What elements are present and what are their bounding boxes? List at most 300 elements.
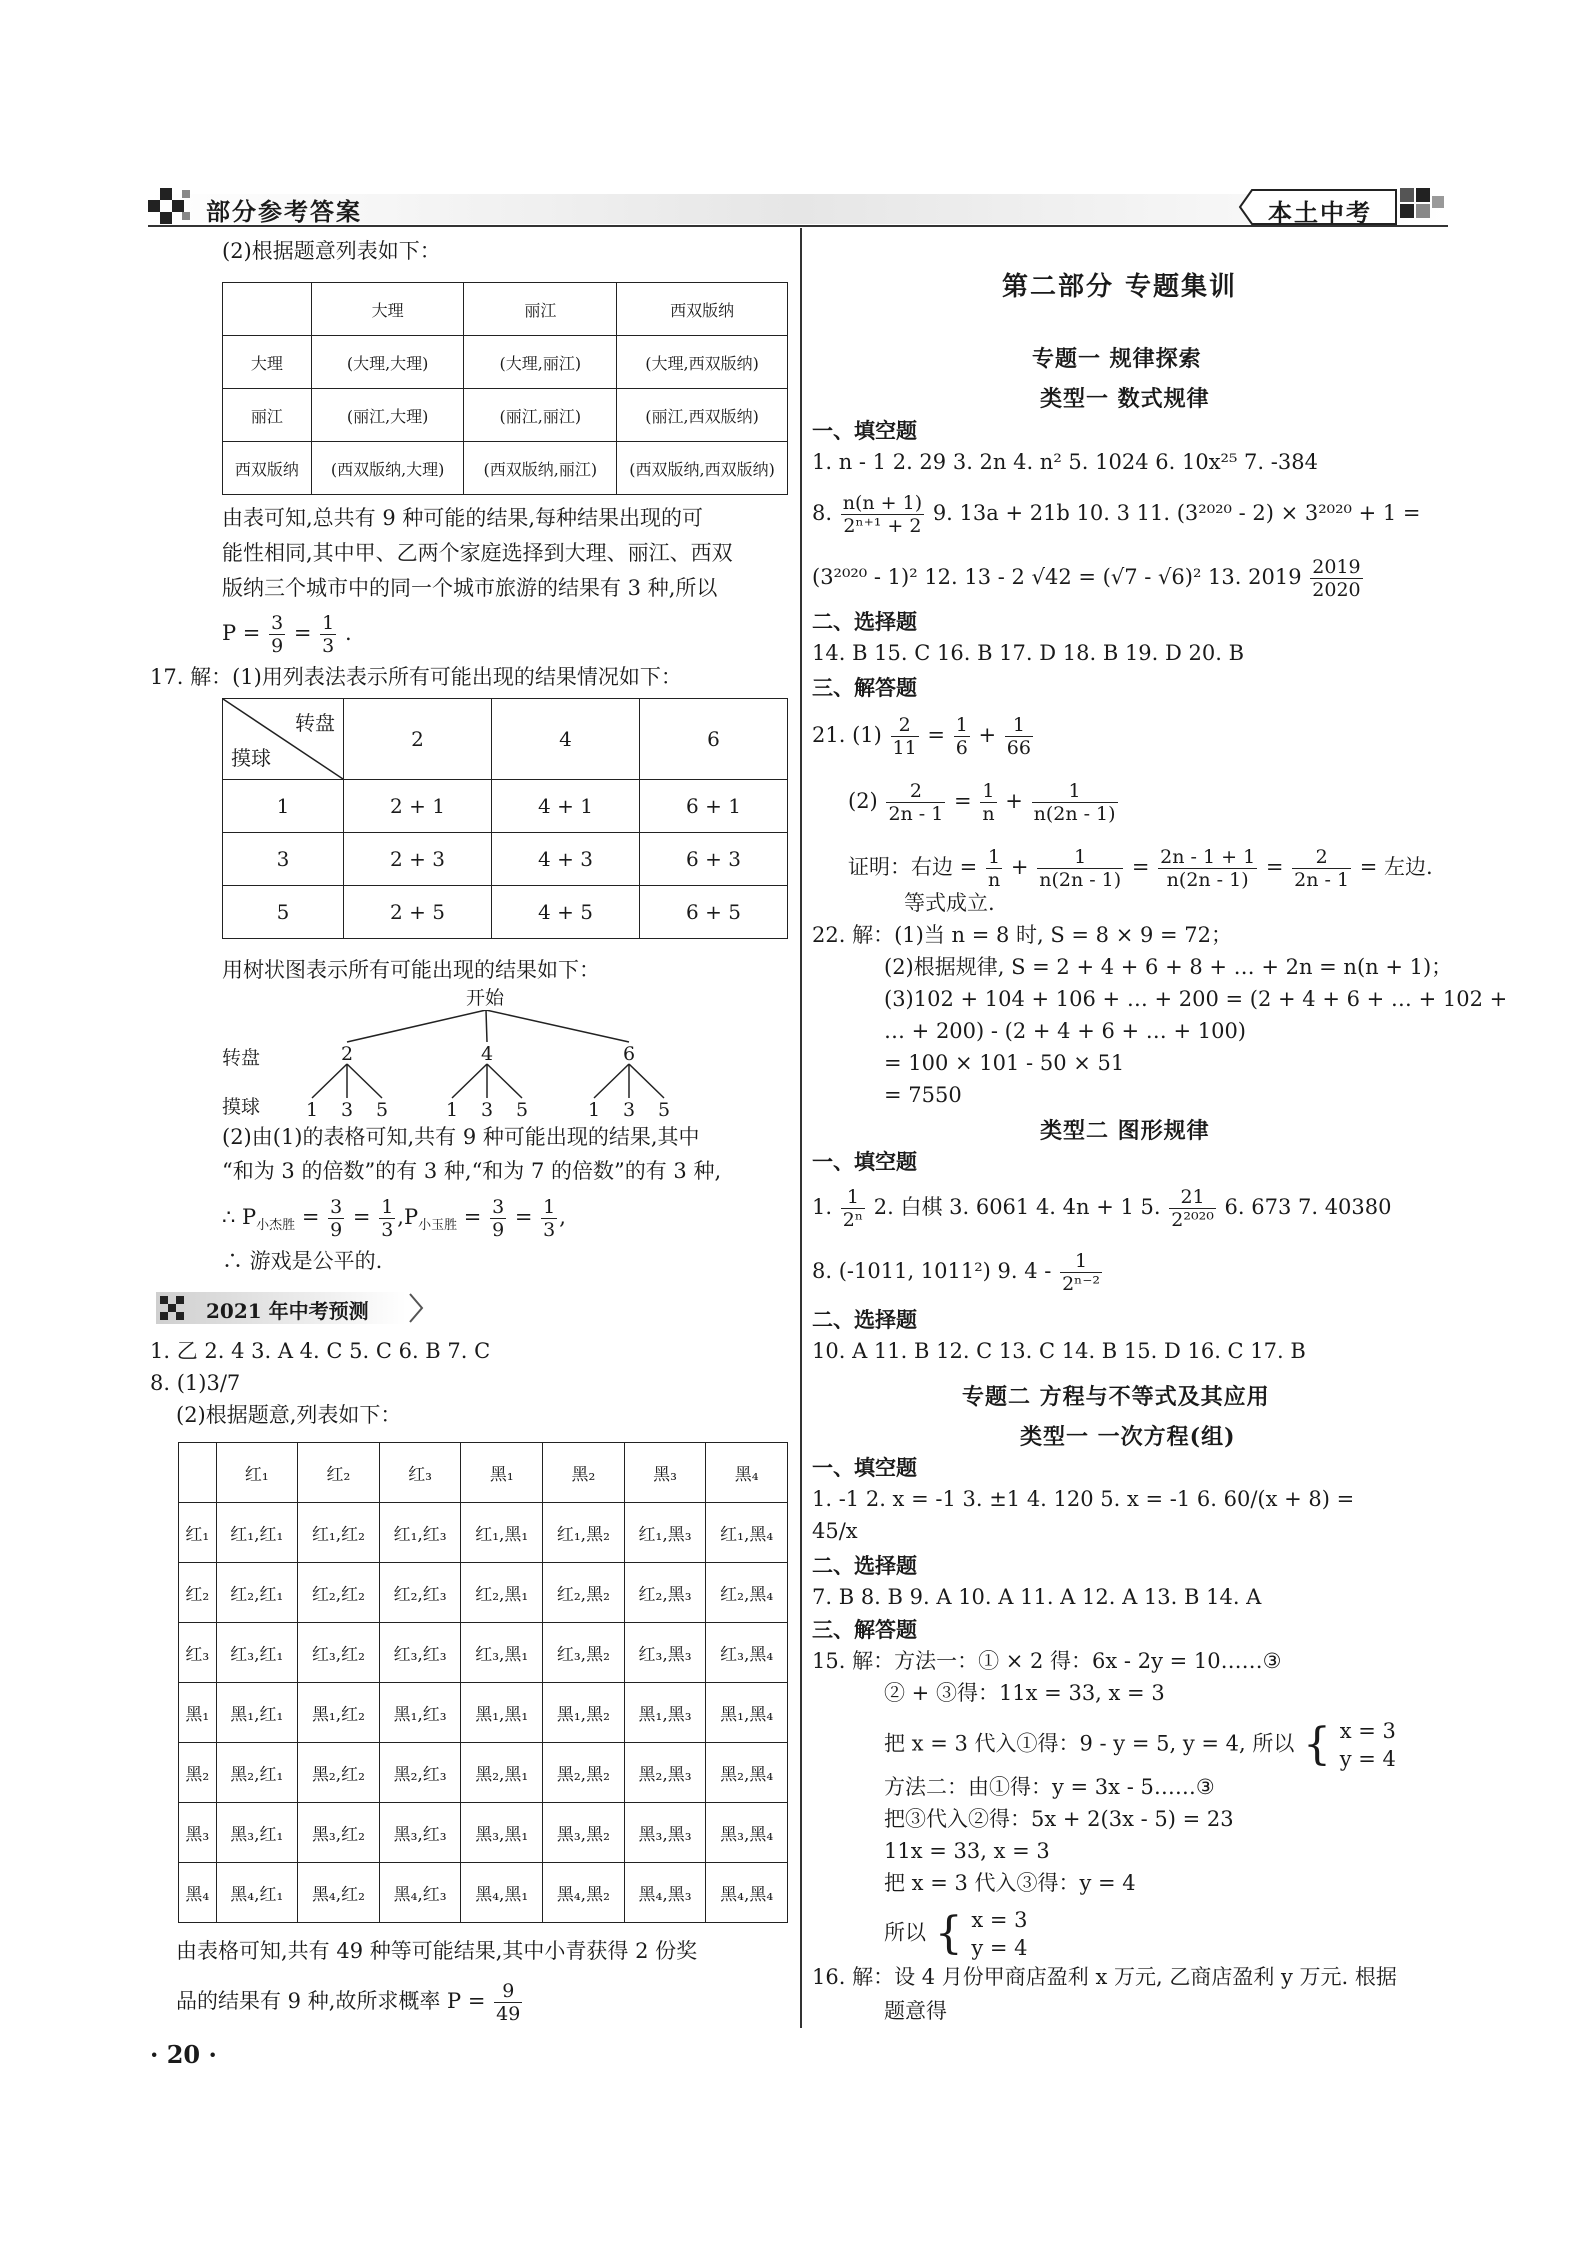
table-cell: 黑₄,黑₁ — [461, 1863, 543, 1923]
numerator: 2n - 1 + 1 — [1160, 846, 1256, 868]
q16-part2-intro: (2)根据题意列表如下： — [222, 239, 441, 263]
fraction — [1032, 780, 1118, 825]
numerator: 3 — [492, 1196, 505, 1218]
formula-text: 8. (-1011, 1011²) 9. 4 - — [812, 1259, 1052, 1283]
a21-end: 等式成立. — [904, 891, 995, 915]
corner-top-label: 转盘 — [295, 711, 335, 735]
formula-text: = — [954, 789, 972, 813]
a22-line1: 22. 解：(1)当 n = 8 时, S = 8 × 9 = 72； — [812, 923, 1233, 947]
table-cell: 6 + 1 — [640, 780, 788, 833]
table-cell: 红₁,黑₁ — [461, 1503, 543, 1563]
table-cell: 西双版纳 — [223, 442, 312, 495]
q16-text-2: 能性相同,其中甲、乙两个家庭选择到大理、丽江、西双 — [222, 541, 733, 565]
table-cell: 红₁ — [216, 1443, 298, 1503]
table-cell: 红₂ — [298, 1443, 380, 1503]
tree-leaf: 1 — [446, 1099, 459, 1121]
table-cell: 黑₄,黑₄ — [706, 1863, 788, 1923]
denominator: n(2n - 1) — [1039, 869, 1122, 891]
table-cell: 1 — [223, 780, 344, 833]
table-cell: 红₁,黑₃ — [624, 1503, 706, 1563]
numerator: 1 — [1037, 846, 1123, 869]
a21-proof — [848, 846, 1433, 891]
fill2-line1 — [812, 1186, 1392, 1231]
table-cell: 2 + 3 — [344, 833, 492, 886]
table-row — [223, 442, 788, 495]
table-cell: 黑₃ — [624, 1443, 706, 1503]
fraction — [1158, 846, 1257, 891]
table-cell: 黑₁,红₃ — [379, 1683, 461, 1743]
numerator: 1 — [381, 1196, 394, 1218]
fraction — [1060, 1250, 1102, 1295]
denominator: 2²⁰²⁰ — [1171, 1209, 1214, 1231]
table-cell: 红₂,红₃ — [379, 1563, 461, 1623]
a15-line4: 方法二：由①得：y = 3x - 5……③ — [884, 1775, 1215, 1799]
table-cell: 红₂,黑₁ — [461, 1563, 543, 1623]
table-cell: 红₁,红₂ — [298, 1503, 380, 1563]
table-cell: 黑₂,红₂ — [298, 1743, 380, 1803]
table-cell: 黑₃,红₁ — [216, 1803, 298, 1863]
forecast-answers-2: 8. (1)3/7 — [150, 1371, 241, 1395]
subscript: 小玉胜 — [418, 1218, 458, 1234]
fraction — [269, 612, 285, 657]
subscript: 小杰胜 — [256, 1218, 296, 1234]
table-cell: 4 + 1 — [492, 780, 640, 833]
denominator: 3 — [543, 1219, 556, 1241]
formula-text: . — [344, 621, 352, 645]
table-cell — [223, 283, 312, 336]
system-line: x = 3 — [1339, 1719, 1396, 1743]
a15-line6: 11x = 33, x = 3 — [884, 1839, 1050, 1863]
table-cell: 2 + 5 — [344, 886, 492, 939]
choice3-line: 7. B 8. B 9. A 10. A 11. A 12. A 13. B 14. A — [812, 1585, 1262, 1609]
denominator: 9 — [330, 1219, 343, 1241]
table-cell: 6 + 3 — [640, 833, 788, 886]
table-row — [179, 1623, 788, 1683]
system-line: x = 3 — [971, 1908, 1028, 1932]
denominator: 11 — [892, 737, 917, 759]
forecast-title: 2021 年中考预测 — [206, 1299, 369, 1323]
numerator: 1 — [1060, 1250, 1102, 1273]
table-cell: (丽江,丽江) — [464, 389, 617, 442]
table-row — [179, 1743, 788, 1803]
numerator: 2 — [1292, 846, 1351, 869]
fraction — [891, 714, 919, 759]
formula-text: = — [1265, 855, 1284, 879]
a22-line4: … + 200) - (2 + 4 + 6 + … + 100) — [884, 1019, 1247, 1043]
equation-system — [1340, 1717, 1396, 1773]
formula-text: 8. — [812, 501, 833, 525]
denominator: n(2n - 1) — [1033, 803, 1116, 825]
type2-title: 类型二 图形规律 — [1040, 1118, 1210, 1144]
fill3-line2: 45/x — [812, 1519, 858, 1543]
table-cell: 黑₂,黑₁ — [461, 1743, 543, 1803]
tree-leaf: 3 — [623, 1099, 636, 1121]
formula-text: 证明：右边 = — [848, 855, 978, 879]
table-cell: 红₂ — [179, 1563, 217, 1623]
fraction — [494, 1980, 522, 2025]
table-cell: 黑₂ — [543, 1443, 625, 1503]
table-row — [223, 283, 788, 336]
table-cell: 黑₄ — [179, 1863, 217, 1923]
answer1-heading: 三、解答题 — [812, 675, 917, 700]
formula-text: , — [559, 1205, 566, 1229]
answer3-heading: 三、解答题 — [812, 1617, 917, 1642]
table-cell: 黑₂,红₁ — [216, 1743, 298, 1803]
table-travel — [222, 282, 788, 495]
table-cell: 红₂,黑₃ — [624, 1563, 706, 1623]
table-cell: 黑₃,红₃ — [379, 1803, 461, 1863]
table-cell: 黑₁,红₂ — [298, 1683, 380, 1743]
q16-formula — [222, 612, 352, 657]
formula-text: = — [1131, 855, 1150, 879]
numerator: 2 — [886, 780, 945, 803]
table-cell: 红₂,黑₄ — [706, 1563, 788, 1623]
brace-icon: { — [1303, 1719, 1332, 1770]
formula-text: + — [1005, 789, 1023, 813]
fill1-line2 — [812, 492, 1421, 537]
table-row — [223, 699, 788, 780]
fraction — [490, 1196, 506, 1241]
table-cell: 黑₁,黑₁ — [461, 1683, 543, 1743]
fraction — [980, 780, 996, 825]
numerator: 1 — [980, 780, 996, 803]
table-cell: 2 — [344, 699, 492, 780]
formula-text: = — [293, 621, 312, 645]
denominator: 6 — [955, 737, 968, 759]
formula-text: = — [927, 723, 945, 747]
formula-text: (3²⁰²⁰ - 1)² 12. 13 - 2 √42 = (√7 - √6)² 13. 2019 — [812, 565, 1302, 589]
fill2-heading: 一、填空题 — [812, 1149, 917, 1174]
table-cell: 黑₁,黑₂ — [543, 1683, 625, 1743]
fill1-line1: 1. n - 1 2. 29 3. 2n 4. n² 5. 1024 6. 10x²⁵ 7. -384 — [812, 450, 1318, 474]
table-corner-cell — [223, 699, 344, 780]
table-cell: 红₁ — [179, 1503, 217, 1563]
fraction — [986, 846, 1002, 891]
table-row — [179, 1503, 788, 1563]
table-row — [223, 780, 788, 833]
formula-text: + — [978, 723, 997, 747]
formula-text: + — [1010, 855, 1029, 879]
table-row — [179, 1443, 788, 1503]
denominator: 2n - 1 — [1294, 869, 1350, 891]
tree-leaf: 3 — [481, 1099, 494, 1121]
formula-text: = 左边. — [1359, 855, 1433, 879]
checker-left-icon — [148, 186, 196, 230]
denominator: 9 — [271, 635, 284, 657]
table-cell: 2 + 1 — [344, 780, 492, 833]
numerator: 1 — [1032, 780, 1118, 803]
numerator: 2 — [891, 714, 919, 737]
tree-node: 4 — [481, 1043, 494, 1065]
system-line: y = 4 — [971, 1936, 1028, 1960]
q17-part2-1: (2)由(1)的表格可知,共有 9 种可能出现的结果,其中 — [222, 1125, 700, 1149]
table-cell: 黑₁,红₁ — [216, 1683, 298, 1743]
table-row — [223, 389, 788, 442]
table-cell: 4 + 5 — [492, 886, 640, 939]
table-cell: 黑₁,黑₃ — [624, 1683, 706, 1743]
formula-text: ∴ P — [222, 1205, 257, 1229]
fraction — [1310, 556, 1362, 601]
fraction — [541, 1196, 557, 1241]
table-cell: 5 — [223, 886, 344, 939]
tree-leaf: 1 — [588, 1099, 601, 1121]
table-cell: 西双版纳 — [617, 283, 788, 336]
table-cell: (大理,西双版纳) — [617, 336, 788, 389]
table-cell: 红₃ — [179, 1623, 217, 1683]
a22-line2: (2)根据规律, S = 2 + 4 + 6 + 8 + … + 2n = n(n + 1)； — [884, 955, 1453, 979]
fraction — [1292, 846, 1351, 891]
denominator: 2ⁿ — [842, 1209, 864, 1231]
numerator: 3 — [330, 1196, 343, 1218]
table-cell: 红₁,红₁ — [216, 1503, 298, 1563]
tree-row1-label: 转盘 — [222, 1047, 261, 1069]
a15-line3 — [884, 1717, 1396, 1773]
denominator: n — [982, 803, 995, 825]
table-cell: (大理,丽江) — [464, 336, 617, 389]
table-cell: 4 + 3 — [492, 833, 640, 886]
formula-text: 2. 白棋 3. 6061 4. 4n + 1 5. — [873, 1195, 1161, 1219]
table-cell: 黑₄,红₃ — [379, 1863, 461, 1923]
table-cell: 红₂,黑₂ — [543, 1563, 625, 1623]
numerator: 1 — [322, 612, 335, 634]
fill1-heading: 一、填空题 — [812, 418, 917, 443]
table-cell: (西双版纳,丽江) — [464, 442, 617, 495]
numerator: 2019 — [1312, 556, 1361, 578]
table-cell: 黑₄,红₂ — [298, 1863, 380, 1923]
fraction — [886, 780, 945, 825]
table-cell: 6 + 5 — [640, 886, 788, 939]
numerator: 3 — [271, 612, 284, 634]
table-cell: 红₃,黑₁ — [461, 1623, 543, 1683]
table-cell: 红₂,红₂ — [298, 1563, 380, 1623]
table-cell: 红₃,黑₄ — [706, 1623, 788, 1683]
denominator: n — [987, 869, 1001, 891]
formula-text: ,P — [397, 1205, 419, 1229]
checker-right-icon — [1400, 186, 1450, 230]
denominator: 2ⁿ⁻² — [1062, 1273, 1101, 1295]
table-cell: 黑₂,黑₃ — [624, 1743, 706, 1803]
table-cell: 黑₁,黑₄ — [706, 1683, 788, 1743]
choice2-heading: 二、选择题 — [812, 1307, 917, 1332]
table-cell: 红₃,红₂ — [298, 1623, 380, 1683]
table-cell: 黑₂,红₃ — [379, 1743, 461, 1803]
q17-conclusion: ∴ 游戏是公平的. — [222, 1249, 383, 1273]
forecast-answers-3: (2)根据题意,列表如下： — [176, 1403, 402, 1427]
part-title: 第二部分 专题集训 — [1002, 272, 1238, 302]
table-cell: 红₃,黑₂ — [543, 1623, 625, 1683]
a15-line8 — [884, 1906, 1028, 1962]
formula-text: 9. 13a + 21b 10. 3 11. (3²⁰²⁰ - 2) × 3²⁰²⁰ + 1 = — [932, 501, 1421, 525]
tree-leaf: 3 — [341, 1099, 354, 1121]
a15-line7: 把 x = 3 代入③得：y = 4 — [884, 1871, 1136, 1895]
choice1-line: 14. B 15. C 16. B 17. D 18. B 19. D 20. B — [812, 641, 1245, 665]
table-cell: 红₃,红₁ — [216, 1623, 298, 1683]
tree-root: 开始 — [466, 987, 505, 1009]
fraction — [1005, 714, 1033, 759]
formula-text: P = — [222, 621, 261, 645]
table-cell: 6 — [640, 699, 788, 780]
a16-line2: 题意得 — [884, 1999, 947, 2023]
formula-text: (2) — [848, 789, 878, 813]
a22-line6: = 7550 — [884, 1083, 962, 1107]
q16-text-3: 版纳三个城市中的同一个城市旅游的结果有 3 种,所以 — [222, 576, 718, 600]
fraction — [328, 1196, 344, 1241]
header-right-title: 本土中考 — [1268, 198, 1372, 227]
tree-leaf: 1 — [306, 1099, 319, 1121]
table-cell: 红₁,黑₄ — [706, 1503, 788, 1563]
a22-line5: = 100 × 101 - 50 × 51 — [884, 1051, 1125, 1075]
table-cell: 黑₄,黑₃ — [624, 1863, 706, 1923]
fraction — [841, 492, 924, 537]
table-cell: 红₁,黑₂ — [543, 1503, 625, 1563]
tree-leaf: 5 — [376, 1099, 389, 1121]
tree-intro: 用树状图表示所有可能出现的结果如下： — [222, 958, 600, 982]
formula-text: 所以 — [884, 1920, 926, 1945]
numerator: 1 — [841, 1186, 865, 1209]
q17-part2-2: “和为 3 的倍数”的有 3 种,“和为 7 的倍数”的有 3 种, — [222, 1159, 722, 1183]
tree-node: 6 — [623, 1043, 636, 1065]
table-cell: (西双版纳,西双版纳) — [617, 442, 788, 495]
a21-part2 — [848, 780, 1120, 825]
topic1-title: 专题一 规律探索 — [1032, 346, 1202, 372]
denominator: 49 — [496, 2003, 521, 2025]
page-number: · 20 · — [150, 2040, 217, 2069]
tree-row2-label: 摸球 — [222, 1096, 261, 1118]
table-row — [179, 1863, 788, 1923]
type3-title: 类型一 一次方程(组) — [1020, 1424, 1236, 1450]
choice3-heading: 二、选择题 — [812, 1553, 917, 1578]
formula-text: 把 x = 3 代入①得：9 - y = 5, y = 4, 所以 — [884, 1731, 1295, 1756]
a16-line1: 16. 解：设 4 月份甲商店盈利 x 万元, 乙商店盈利 y 万元. 根据 — [812, 1965, 1397, 1989]
denominator: 3 — [322, 635, 335, 657]
a15-line1: 15. 解：方法一：① × 2 得：6x - 2y = 10……③ — [812, 1649, 1282, 1673]
table-cell: 黑₃,黑₃ — [624, 1803, 706, 1863]
table-cell: 红₁,红₃ — [379, 1503, 461, 1563]
fraction — [1169, 1186, 1216, 1231]
fill2-line2 — [812, 1250, 1104, 1295]
table-cell: (丽江,大理) — [311, 389, 464, 442]
table-cell: 黑₁ — [179, 1683, 217, 1743]
table-cell: 黑₂,黑₄ — [706, 1743, 788, 1803]
numerator: 9 — [494, 1980, 522, 2003]
denominator: 2ⁿ⁺¹ + 2 — [843, 515, 922, 537]
tree-leaf: 5 — [658, 1099, 671, 1121]
denominator: 2n - 1 — [888, 803, 944, 825]
numerator: 1 — [986, 846, 1002, 869]
brace-icon: { — [934, 1908, 963, 1959]
table-cell: (西双版纳,大理) — [311, 442, 464, 495]
fraction — [320, 612, 336, 657]
numerator: 1 — [1005, 714, 1033, 737]
table-cell: 红₂,红₁ — [216, 1563, 298, 1623]
table-cell: 丽江 — [464, 283, 617, 336]
tree-branches — [300, 1010, 700, 1120]
numerator: 1 — [955, 714, 968, 736]
table-row — [223, 833, 788, 886]
table-cell: 黑₃,黑₄ — [706, 1803, 788, 1863]
table-cell: 黑₃,黑₂ — [543, 1803, 625, 1863]
table-cell: (大理,大理) — [311, 336, 464, 389]
table-balls — [178, 1442, 788, 1923]
table-cell: 黑₂,黑₂ — [543, 1743, 625, 1803]
fraction — [954, 714, 970, 759]
tree-leaf: 5 — [516, 1099, 529, 1121]
formula-text: 6. 673 7. 40380 — [1224, 1195, 1392, 1219]
table-cell: 大理 — [311, 283, 464, 336]
table-row — [223, 886, 788, 939]
q17-probability: ∴ $P_{小杰胜}$ = $\frac{3}{9}$ = $\frac{1}{3}$ $,P_{小玉胜}$ = $\frac{3}{9}$ = $\frac{1}{3}$ , — [222, 1196, 566, 1241]
denominator: 9 — [492, 1219, 505, 1241]
formula-text: 21. (1) — [812, 723, 882, 747]
table-row — [179, 1803, 788, 1863]
q8-conclusion-2 — [176, 1980, 524, 2025]
fill1-line3 — [812, 556, 1365, 601]
formula-text: 品的结果有 9 种,故所求概率 P = — [176, 1989, 486, 2013]
denominator: 3 — [381, 1219, 394, 1241]
system-line: y = 4 — [1339, 1747, 1396, 1771]
table-cell: 红₃ — [379, 1443, 461, 1503]
numerator: 1 — [543, 1196, 556, 1218]
table-cell: 大理 — [223, 336, 312, 389]
q17-intro: 17. 解：(1)用列表法表示所有可能出现的结果情况如下： — [150, 665, 682, 689]
table-cell: 红₃,红₃ — [379, 1623, 461, 1683]
table-cell: 黑₃,黑₁ — [461, 1803, 543, 1863]
table-cell: 黑₄ — [706, 1443, 788, 1503]
fill3-heading: 一、填空题 — [812, 1455, 917, 1480]
table-row — [179, 1563, 788, 1623]
denominator: 66 — [1006, 737, 1031, 759]
table-cell: 丽江 — [223, 389, 312, 442]
a15-line2: ② + ③得：11x = 33, x = 3 — [884, 1681, 1165, 1705]
q16-text-1: 由表可知,总共有 9 种可能的结果,每种结果出现的可 — [222, 506, 704, 530]
checker-small-icon — [160, 1296, 190, 1320]
denominator: n(2n - 1) — [1166, 869, 1249, 891]
fill3-line1: 1. -1 2. x = -1 3. ±1 4. 120 5. x = -1 6. 60/(x + 8) = — [812, 1487, 1355, 1511]
a15-line5: 把③代入②得：5x + 2(3x - 5) = 23 — [884, 1807, 1234, 1831]
column-divider — [800, 228, 802, 2028]
q8-conclusion-1: 由表格可知,共有 49 种等可能结果,其中小青获得 2 份奖 — [176, 1939, 698, 1963]
a21-part1 — [812, 714, 1035, 759]
table-cell: 4 — [492, 699, 640, 780]
table-row — [179, 1683, 788, 1743]
table-cell: 黑₂ — [179, 1743, 217, 1803]
a22-line3: (3)102 + 104 + 106 + … + 200 = (2 + 4 + 6 + … + 102 + — [884, 987, 1508, 1011]
table-cell: 黑₁ — [461, 1443, 543, 1503]
choice2-line: 10. A 11. B 12. C 13. C 14. B 15. D 16. C 17. B — [812, 1339, 1306, 1363]
corner-bottom-label: 摸球 — [231, 746, 271, 770]
table-cell: 黑₃,红₂ — [298, 1803, 380, 1863]
numerator: 21 — [1169, 1186, 1216, 1209]
table-cell: (丽江,西双版纳) — [617, 389, 788, 442]
type1-title: 类型一 数式规律 — [1040, 386, 1210, 412]
table-cell: 黑₃ — [179, 1803, 217, 1863]
denominator: 2020 — [1312, 579, 1361, 601]
table-cell — [179, 1443, 217, 1503]
choice1-heading: 二、选择题 — [812, 609, 917, 634]
numerator: n(n + 1) — [842, 492, 923, 514]
fraction — [841, 1186, 865, 1231]
table-cell: 黑₄,黑₂ — [543, 1863, 625, 1923]
table-cell: 3 — [223, 833, 344, 886]
formula-text: 1. — [812, 1195, 833, 1219]
table-cell: 黑₄,红₁ — [216, 1863, 298, 1923]
topic2-title: 专题二 方程与不等式及其应用 — [962, 1384, 1270, 1410]
table-spinner — [222, 698, 788, 939]
table-cell: 红₃,黑₃ — [624, 1623, 706, 1683]
header-left-title: 部分参考答案 — [206, 197, 362, 226]
fraction — [1037, 846, 1123, 891]
table-row — [223, 336, 788, 389]
